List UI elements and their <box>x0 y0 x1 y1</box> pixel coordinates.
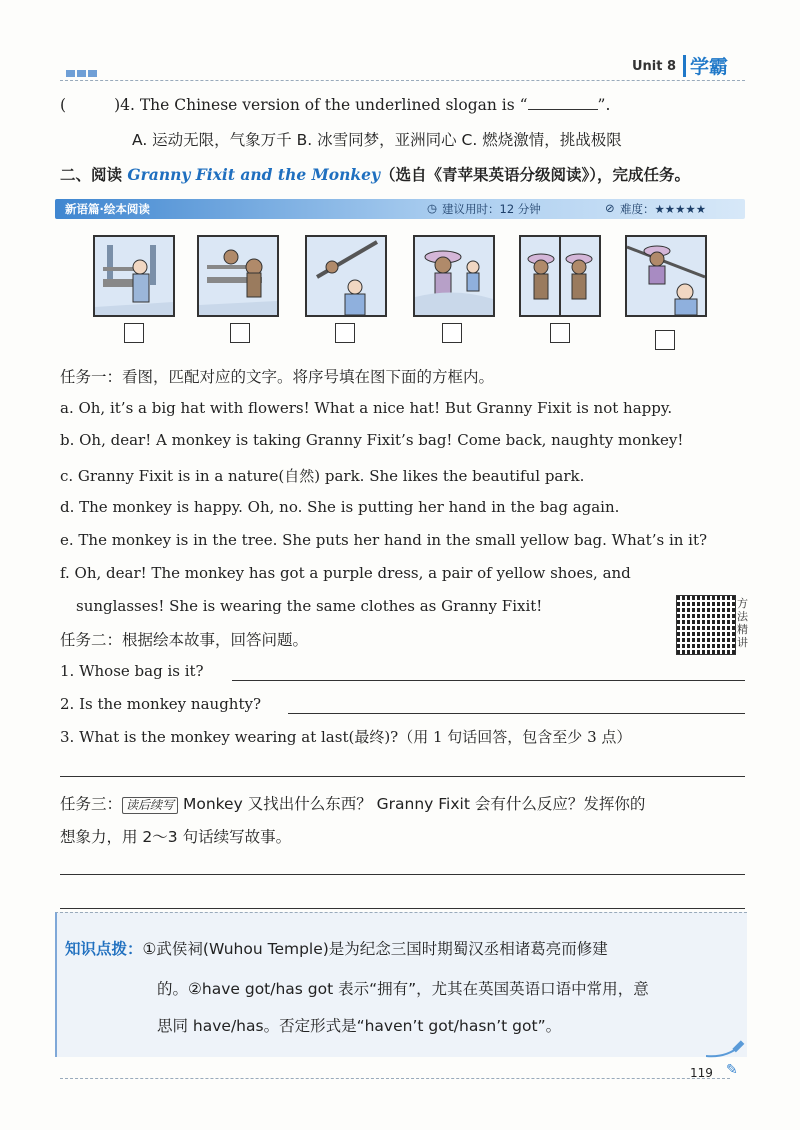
task3-answer-line-2[interactable] <box>60 908 745 909</box>
task1-item-f-cont: sunglasses! She is wearing the same clothes as Granny Fixit! <box>76 597 543 615</box>
header-divider <box>683 55 686 77</box>
answer-box-3[interactable] <box>335 323 355 343</box>
check-icon: ⊘ <box>605 201 615 215</box>
q4-stem: ( )4. The Chinese version of the underlined slogan is “ ”. <box>60 96 611 114</box>
task1-item-b: b. Oh, dear! A monkey is taking Granny Fixit’s bag! Come back, naughty monkey! <box>60 431 684 449</box>
picture-granny-bench <box>93 235 175 317</box>
suggested-time: 建议用时：12 分钟 <box>442 202 541 216</box>
task2-answer-2[interactable] <box>288 713 745 714</box>
pencil-icon <box>706 1040 746 1064</box>
task2-title: 任务二：根据绘本故事，回答问题。 <box>60 631 309 649</box>
task2-question-1: 1. Whose bag is it? <box>60 662 204 680</box>
tip-label: 知识点拨： <box>65 940 143 958</box>
task3-prompt-line2: 想象力，用 2～3 句话续写故事。 <box>60 828 292 846</box>
tip-line-3: 思同 have/has。否定形式是“haven’t got/hasn’t got”。 <box>157 1017 562 1035</box>
footer-pencil-icon: ✎ <box>726 1062 738 1078</box>
header-rule <box>60 80 745 81</box>
answer-box-2[interactable] <box>230 323 250 343</box>
brand-logo: 学霸 <box>690 56 729 78</box>
tip-line-2: 的。②have got/has got 表示“拥有”，尤其在英国英语口语中常用，意 <box>157 980 649 998</box>
bar-label: 新语篇·绘本阅读 <box>65 202 150 216</box>
difficulty: 难度：★★★★★ <box>620 202 707 216</box>
task2-question-3: 3. What is the monkey wearing at last(最终)?（用 1 句话回答，包含至少 3 点） <box>60 728 632 746</box>
picture-monkey-dress <box>625 235 707 317</box>
q4-options: A. 运动无限，气象万千 B. 冰雪同梦，亚洲同心 C. 燃烧激情，挑战极限 <box>132 131 622 149</box>
task2-question-2: 2. Is the monkey naughty? <box>60 695 261 713</box>
continuation-tag: 读后续写 <box>122 797 178 814</box>
section2-heading: 二、阅读 Granny Fixit and the Monkey（选自《青苹果英语分级阅读》），完成任务。 <box>60 165 690 184</box>
task1-item-c: c. Granny Fixit is in a nature(自然) park. She likes the beautiful park. <box>60 467 585 485</box>
picture-monkey-bag <box>305 235 387 317</box>
tip-box <box>55 912 747 1057</box>
task1-item-f: f. Oh, dear! The monkey has got a purple dress, a pair of yellow shoes, and <box>60 564 631 582</box>
picture-granny-hat <box>413 235 495 317</box>
task1-item-e: e. The monkey is in the tree. She puts her hand in the small yellow bag. What’s in it? <box>60 531 708 549</box>
answer-box-5[interactable] <box>550 323 570 343</box>
task2-answer-3[interactable] <box>60 776 745 777</box>
task1-title: 任务一：看图，匹配对应的文字。将序号填在图下面的方框内。 <box>60 368 495 386</box>
header-decoration <box>66 62 99 81</box>
book-title: Granny Fixit and the Monkey <box>127 165 380 184</box>
tip-line-1: 知识点拨：①武侯祠(Wuhou Temple)是为纪念三国时期蜀汉丞相诸葛亮而修建 <box>65 940 608 958</box>
task3-answer-line-1[interactable] <box>60 874 745 875</box>
task1-item-a: a. Oh, it’s a big hat with flowers! What a nice hat! But Granny Fixit is not happy. <box>60 399 673 417</box>
page-number: 119 <box>690 1066 713 1080</box>
task1-item-d: d. The monkey is happy. Oh, no. She is putting her hand in the bag again. <box>60 498 620 516</box>
qr-code[interactable] <box>676 595 736 655</box>
picture-monkey-bench <box>197 235 279 317</box>
picture-monkey-tree <box>519 235 601 317</box>
answer-box-4[interactable] <box>442 323 462 343</box>
answer-box-6[interactable] <box>655 330 675 350</box>
q4-blank[interactable] <box>528 95 598 110</box>
answer-box-1[interactable] <box>124 323 144 343</box>
clock-icon: ◷ <box>427 201 438 215</box>
unit-label: Unit 8 <box>632 59 677 74</box>
qr-label: 方法精讲 <box>737 597 748 649</box>
reading-info-bar <box>55 199 745 219</box>
task2-answer-1[interactable] <box>232 680 745 681</box>
footer-rule <box>60 1078 730 1079</box>
task3-prompt: 任务三： 读后续写 Monkey 又找出什么东西？ Granny Fixit 会有什么反应？发挥你的 <box>60 795 646 813</box>
